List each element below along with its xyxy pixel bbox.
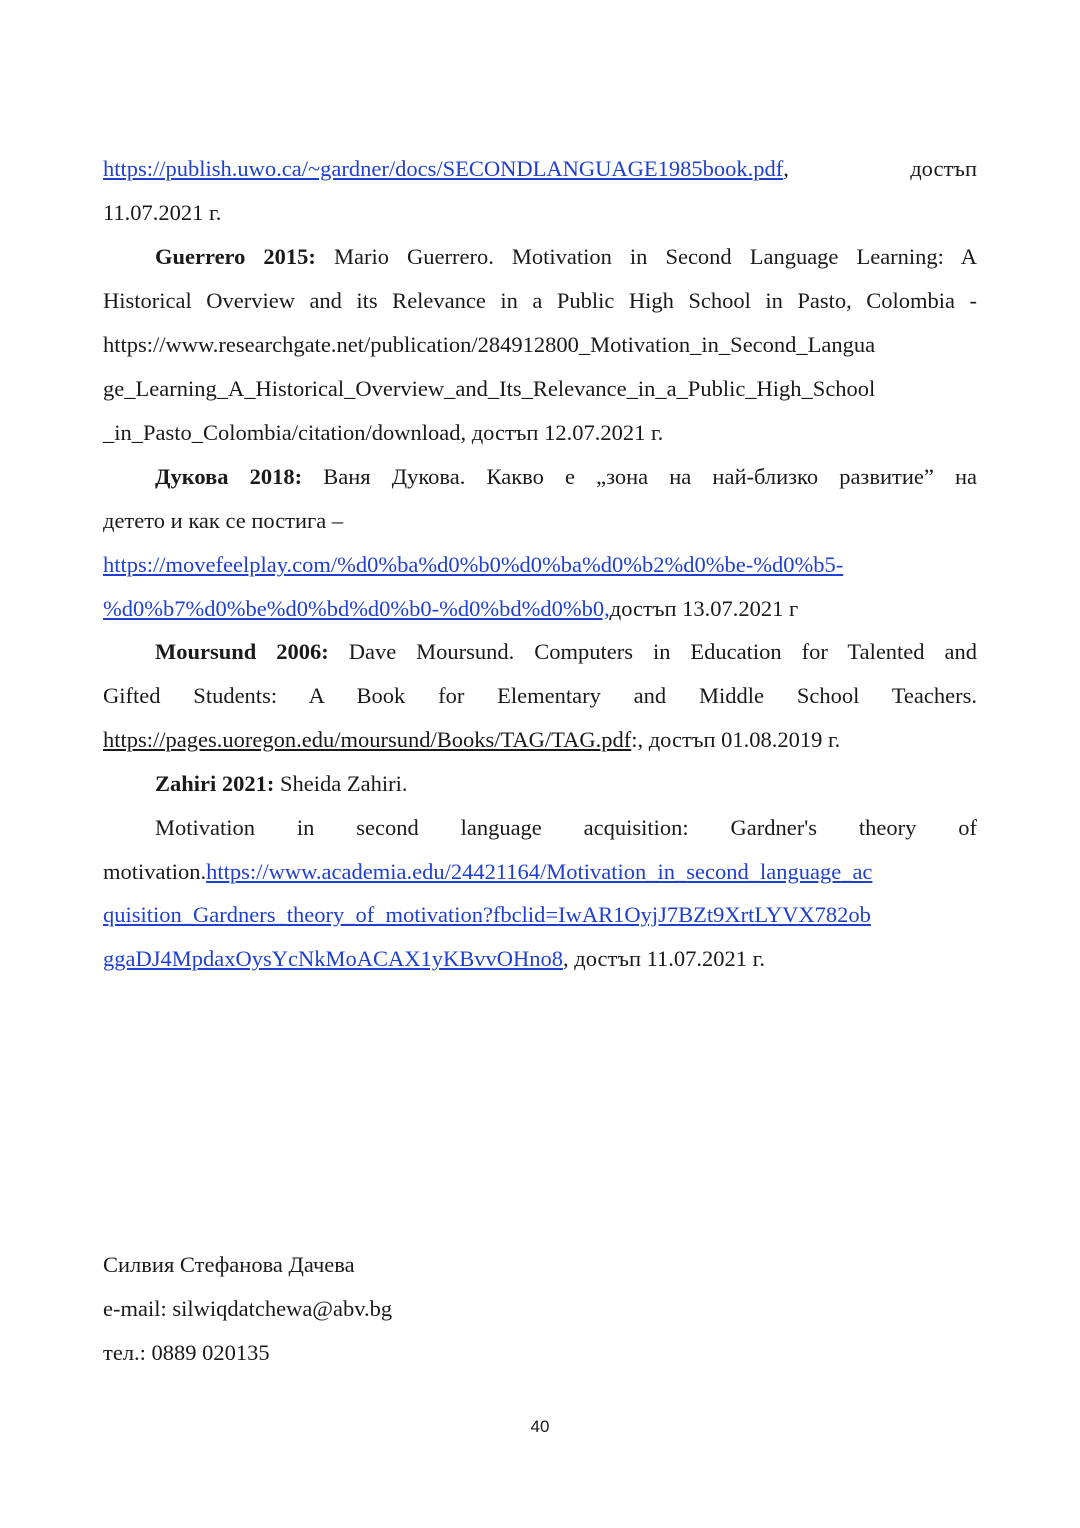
ref-moursund-key: Moursund 2006:: [155, 639, 329, 664]
ref-guerrero-key: Guerrero 2015:: [155, 244, 316, 269]
ref-zahiri-link-part1[interactable]: https://www.academia.edu/24421164/Motivation_in_second_language_ac: [206, 859, 873, 884]
ref-guerrero-line1: Guerrero 2015: Mario Guerrero. Motivation in Second Language Learning: A: [155, 244, 977, 269]
ref-dukova-link-part1[interactable]: https://movefeelplay.com/%d0%ba%d0%b0%d0%ba%d0%b2%d0%be-%d0%b5-: [103, 552, 844, 577]
ref-moursund-line1: Moursund 2006: Dave Moursund. Computers in Education for Talented and: [155, 639, 977, 664]
author-phone: тел.: 0889 020135: [103, 1340, 270, 1365]
ref-dukova-key: Дукова 2018:: [155, 464, 303, 489]
ref-guerrero-line2: Historical Overview and its Relevance in a Public High School in Pasto, Colombia -: [103, 288, 977, 313]
ref-zahiri-line3: motivation.https://www.academia.edu/24421164/Motivation_in_second_language_ac: [103, 859, 873, 884]
ref-zahiri-line4: [103, 900, 977, 930]
author-email: e-mail: silwiqdatchewa@abv.bg: [103, 1296, 393, 1321]
ref-guerrero-line3: https://www.researchgate.net/publication/284912800_Motivation_in_Second_Langua: [103, 332, 876, 357]
ref-moursund-link[interactable]: https://pages.uoregon.edu/moursund/Books/TAG/TAG.pdf: [103, 727, 632, 752]
ref-dukova-line1: Дукова 2018: Ваня Дукова. Какво е „зона на най-близко развитие” на: [155, 464, 977, 489]
ref-dukova-line4: %d0%b7%d0%be%d0%bd%d0%b0-%d0%bd%d0%b0,достъп 13.07.2021 г: [103, 596, 799, 621]
ref-moursund-line3: https://pages.uoregon.edu/moursund/Books/TAG/TAG.pdf:, достъп 01.08.2019 г.: [103, 727, 841, 752]
ref-dukova-line2: детето и как се постига –: [103, 508, 344, 533]
page-number: 40: [530, 1417, 550, 1436]
ref-zahiri-line1: Zahiri 2021: Sheida Zahiri.: [155, 771, 408, 796]
ref-moursund-line2: Gifted Students: A Book for Elementary and Middle School Teachers.: [103, 683, 977, 708]
ref-dukova-link-part2[interactable]: %d0%b7%d0%be%d0%bd%d0%b0-%d0%bd%d0%b0,: [103, 596, 610, 621]
author-name: Силвия Стефанова Дачева: [103, 1252, 355, 1277]
ref-zahiri-line5: ggaDJ4MpdaxOysYcNkMoACAX1yKBvvOHno8, достъп 11.07.2021 г.: [103, 946, 765, 971]
ref-zahiri-key: Zahiri 2021:: [155, 771, 275, 796]
ref-gardner-line1: https://publish.uwo.ca/~gardner/docs/SECONDLANGUAGE1985book.pdf, достъп: [103, 156, 977, 181]
ref-zahiri-link-part3[interactable]: ggaDJ4MpdaxOysYcNkMoACAX1yKBvvOHno8: [103, 946, 563, 971]
ref-gardner-access-date: 11.07.2021 г.: [103, 200, 222, 225]
ref-gardner-link[interactable]: https://publish.uwo.ca/~gardner/docs/SECONDLANGUAGE1985book.pdf: [103, 156, 784, 181]
ref-zahiri-line2: Motivation in second language acquisition: Gardner's theory of: [155, 815, 977, 840]
ref-zahiri-link-part2[interactable]: quisition_Gardners_theory_of_motivation?fbclid=IwAR1OyjJ7BZt9XrtLYVX782ob: [103, 902, 871, 927]
ref-guerrero-line4: ge_Learning_A_Historical_Overview_and_Its_Relevance_in_a_Public_High_School: [103, 376, 876, 401]
ref-dukova-line3: [103, 550, 977, 580]
access-label: достъп: [910, 156, 977, 181]
ref-guerrero-line5: _in_Pasto_Colombia/citation/download, достъп 12.07.2021 г.: [103, 420, 664, 445]
